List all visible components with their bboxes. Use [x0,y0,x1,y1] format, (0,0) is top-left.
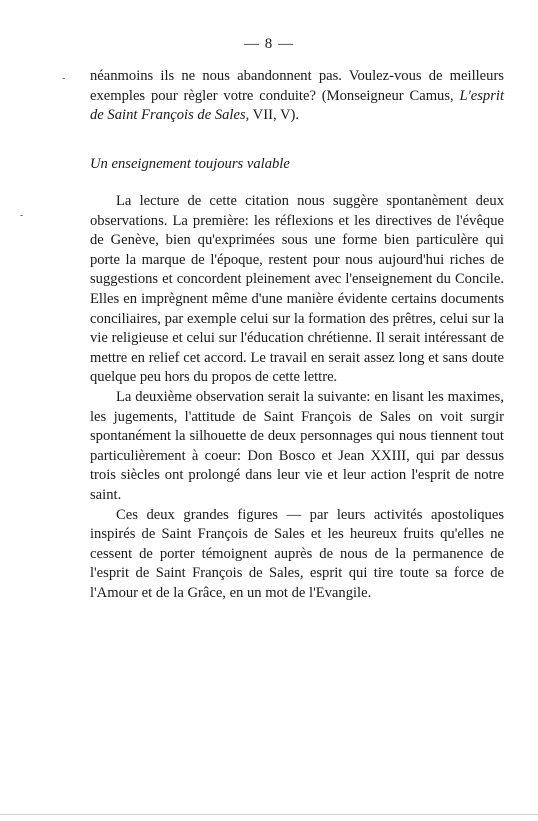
margin-mark: - [62,73,66,84]
page-number: — 8 — [244,36,294,52]
intro-citation: VII, V). [249,107,300,124]
intro-text: néanmoins ils ne nous abandonnent pas. Voulez-vous de meilleurs exemples pour règler votre conduite? (Monseigneur Camus, [90,68,504,104]
intro-paragraph [90,67,504,126]
work-title: L'esprit de Saint François de Sales, [90,87,504,124]
paragraph-1: La lecture de cette citation nous suggère spontanèment deux observations. La première: les réflexions et les directives de l'évêque de Genève, bien qu'exprimées sous une forme bien particulère qui porte la marque de l'époque, restent pour nous aujourd'hui riches de suggestions et concordent pleinement avec l'enseignement du Concile. Elles en imprègnent même d'une manière évidente certains documents conciliaires, par exemple celui sur la formation des prêtres, celui sur la vie religieuse et celui sur l'éducation chrétienne. Il serait intéressant de mettre en relief cet accord. Le travail en serait assez long et sans doute quelque peu hors du propos de cette lettre. [90,193,504,386]
body-text [90,192,504,603]
section-heading: Un enseignement toujours valable [90,156,290,172]
paragraph-3: Ces deux grandes figures — par leurs activités apostoliques inspirés de Saint François de Sales et les heureux fruits qu'elles ne cessent de porter témoignent auprès de nous de la permanence de l'esprit de Saint François de Sales, esprit qui tire toute sa force de l'Amour et de la Grâce, en un mot de l'Evangile. [90,506,504,601]
margin-mark: - [20,210,24,221]
paragraph-2: La deuxième observation serait la suivante: en lisant les maximes, les jugements, l'attitude de Saint François de Sales on voit surgir spontanément la silhouette de deux personnages qui nous tiennent tout particulièrement à coeur: Don Bosco et Jean XXIII, qui par dessus trois siècles ont prolongé dans leur vie et leur action l'esprit de notre saint. [90,388,504,503]
scan-edge [0,814,538,815]
